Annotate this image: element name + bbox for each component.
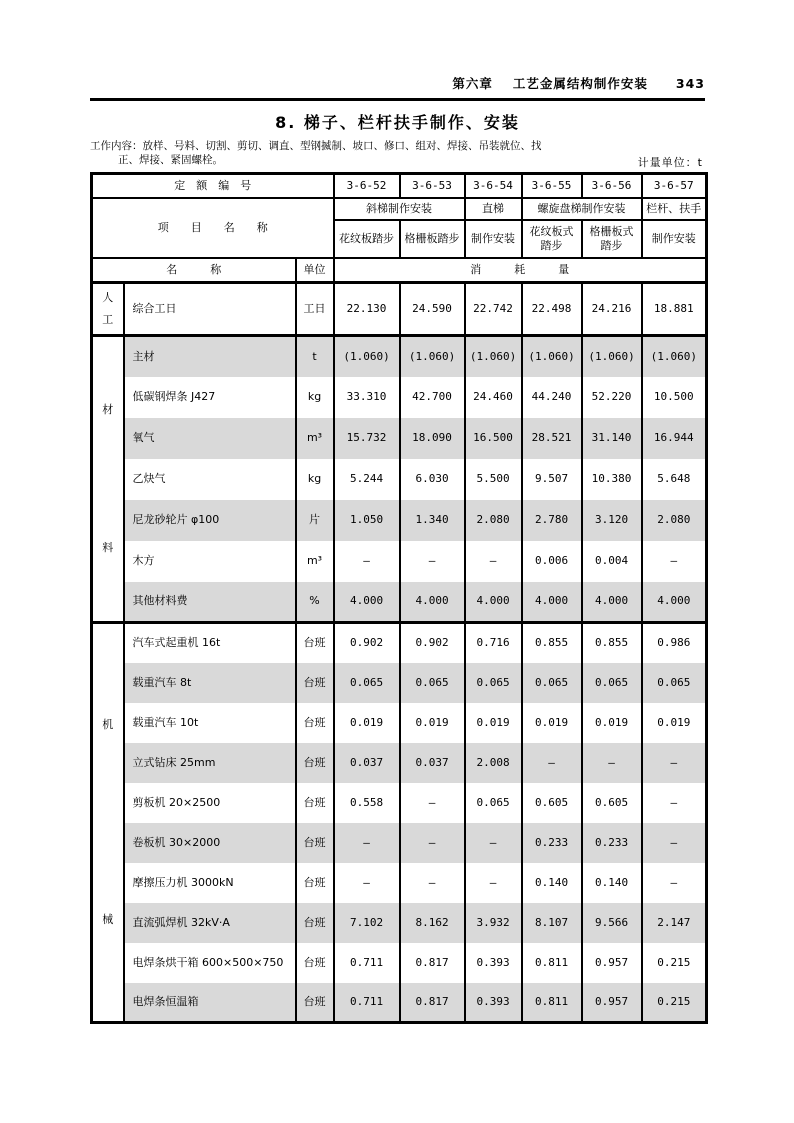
- consumption-value: 42.700: [400, 377, 465, 418]
- quota-code: 3-6-57: [642, 174, 707, 199]
- consumption-value: 0.004: [582, 541, 642, 582]
- consumption-value: 22.498: [522, 283, 582, 336]
- consumption-value: —: [642, 743, 707, 783]
- consumption-value: 0.957: [582, 943, 642, 983]
- consumption-value: 0.065: [465, 783, 522, 823]
- item-unit: %: [296, 582, 334, 623]
- consumption-value: 0.065: [334, 663, 400, 703]
- table-row: [92, 743, 707, 783]
- consumption-label: 消 耗 量: [334, 258, 707, 283]
- consumption-value: 1.050: [334, 500, 400, 541]
- consumption-value: 5.648: [642, 459, 707, 500]
- consumption-value: 4.000: [642, 582, 707, 623]
- consumption-value: 10.500: [642, 377, 707, 418]
- consumption-value: 0.019: [522, 703, 582, 743]
- consumption-value: 18.090: [400, 418, 465, 459]
- consumption-value: 16.944: [642, 418, 707, 459]
- section-group-label: [92, 623, 124, 1023]
- consumption-value: 4.000: [334, 582, 400, 623]
- consumption-value: 16.500: [465, 418, 522, 459]
- unit-column-label: 单位: [296, 258, 334, 283]
- item-name: 卷板机 30×2000: [124, 823, 296, 863]
- item-group-header-row: [92, 198, 707, 220]
- group-char: 械: [102, 913, 114, 927]
- consumption-value: —: [400, 541, 465, 582]
- group-header: 斜梯制作安装: [334, 198, 465, 220]
- consumption-value: —: [522, 743, 582, 783]
- consumption-value: —: [400, 863, 465, 903]
- consumption-value: 0.855: [522, 623, 582, 663]
- table-row: [92, 863, 707, 903]
- item-unit: 台班: [296, 663, 334, 703]
- table-row: [92, 418, 707, 459]
- item-name: 其他材料费: [124, 582, 296, 623]
- consumption-value: 9.566: [582, 903, 642, 943]
- consumption-value: —: [465, 823, 522, 863]
- consumption-value: 33.310: [334, 377, 400, 418]
- work-content-label: 工作内容：: [90, 140, 143, 152]
- table-row: [92, 903, 707, 943]
- consumption-value: 1.340: [400, 500, 465, 541]
- consumption-value: 22.742: [465, 283, 522, 336]
- consumption-value: 18.881: [642, 283, 707, 336]
- consumption-value: 0.957: [582, 983, 642, 1023]
- quota-table: [90, 172, 708, 1024]
- sub-header: 花纹板式踏步: [522, 220, 582, 258]
- item-unit: 工日: [296, 283, 334, 336]
- consumption-value: —: [642, 863, 707, 903]
- sub-header: 花纹板踏步: [334, 220, 400, 258]
- item-unit: kg: [296, 459, 334, 500]
- consumption-value: 52.220: [582, 377, 642, 418]
- consumption-value: —: [400, 783, 465, 823]
- item-name-label: 项 目 名 称: [92, 198, 334, 258]
- consumption-value: 24.216: [582, 283, 642, 336]
- quota-code-row: [92, 174, 707, 199]
- consumption-value: 0.605: [522, 783, 582, 823]
- consumption-value: 44.240: [522, 377, 582, 418]
- consumption-value: —: [334, 541, 400, 582]
- consumption-value: 3.932: [465, 903, 522, 943]
- consumption-value: 5.500: [465, 459, 522, 500]
- consumption-value: (1.060): [334, 336, 400, 377]
- consumption-value: 0.019: [582, 703, 642, 743]
- item-name: 尼龙砂轮片 φ100: [124, 500, 296, 541]
- table-row: [92, 541, 707, 582]
- quota-code: 3-6-52: [334, 174, 400, 199]
- item-name: 剪板机 20×2500: [124, 783, 296, 823]
- consumption-value: —: [400, 823, 465, 863]
- consumption-value: 2.080: [465, 500, 522, 541]
- consumption-value: 0.716: [465, 623, 522, 663]
- item-name: 直流弧焊机 32kV·A: [124, 903, 296, 943]
- item-unit: 台班: [296, 863, 334, 903]
- consumption-value: 4.000: [400, 582, 465, 623]
- item-unit: 台班: [296, 943, 334, 983]
- section-group-label: [92, 283, 124, 336]
- consumption-value: 0.817: [400, 943, 465, 983]
- item-unit: 台班: [296, 983, 334, 1023]
- table-row: [92, 783, 707, 823]
- consumption-value: 0.711: [334, 943, 400, 983]
- consumption-value: 0.817: [400, 983, 465, 1023]
- consumption-value: 22.130: [334, 283, 400, 336]
- consumption-value: 9.507: [522, 459, 582, 500]
- work-content-block: [90, 139, 705, 167]
- consumption-value: 0.215: [642, 983, 707, 1023]
- item-name: 电焊条烘干箱 600×500×750: [124, 943, 296, 983]
- quota-code-label: 定 额 编 号: [92, 174, 334, 199]
- group-char: 人: [102, 291, 114, 305]
- group-header: 栏杆、扶手: [642, 198, 707, 220]
- sub-header: 制作安装: [642, 220, 707, 258]
- consumption-value: 0.855: [582, 623, 642, 663]
- consumption-value: 0.902: [334, 623, 400, 663]
- group-char: 工: [102, 313, 114, 327]
- section-labor: [92, 283, 707, 336]
- header-rule: [90, 98, 705, 101]
- table-row: [92, 336, 707, 377]
- consumption-value: —: [334, 863, 400, 903]
- consumption-value: —: [465, 541, 522, 582]
- table-row: [92, 582, 707, 623]
- work-content-line1: 放样、号料、切割、剪切、调直、型钢揻制、坡口、修口、组对、焊接、吊装就位、找: [142, 140, 542, 152]
- consumption-value: 0.233: [582, 823, 642, 863]
- consumption-value: 2.780: [522, 500, 582, 541]
- item-name: 汽车式起重机 16t: [124, 623, 296, 663]
- consumption-value: 2.147: [642, 903, 707, 943]
- consumption-value: 0.140: [522, 863, 582, 903]
- page-title: 8. 梯子、栏杆扶手制作、安装: [275, 113, 520, 132]
- consumption-value: 0.902: [400, 623, 465, 663]
- table-row: [92, 377, 707, 418]
- item-name: 低碳钢焊条 J427: [124, 377, 296, 418]
- item-unit: m³: [296, 418, 334, 459]
- item-unit: 台班: [296, 703, 334, 743]
- sub-header: 格栅板踏步: [400, 220, 465, 258]
- consumption-value: 31.140: [582, 418, 642, 459]
- group-char: 机: [102, 718, 114, 732]
- consumption-value: 24.460: [465, 377, 522, 418]
- item-unit: t: [296, 336, 334, 377]
- item-unit: 片: [296, 500, 334, 541]
- consumption-value: 0.215: [642, 943, 707, 983]
- consumption-value: 28.521: [522, 418, 582, 459]
- table-row: [92, 983, 707, 1023]
- item-unit: m³: [296, 541, 334, 582]
- consumption-value: 0.811: [522, 983, 582, 1023]
- sub-header: 制作安装: [465, 220, 522, 258]
- consumption-value: 0.037: [334, 743, 400, 783]
- section-machine: [92, 623, 707, 1023]
- consumption-value: 7.102: [334, 903, 400, 943]
- consumption-value: 4.000: [582, 582, 642, 623]
- item-name: 综合工日: [124, 283, 296, 336]
- consumption-value: (1.060): [522, 336, 582, 377]
- item-name: 立式钻床 25mm: [124, 743, 296, 783]
- consumption-header-row: [92, 258, 707, 283]
- chapter-number: 第六章: [452, 76, 493, 91]
- consumption-value: 0.605: [582, 783, 642, 823]
- table-row: [92, 823, 707, 863]
- item-name: 主材: [124, 336, 296, 377]
- section-material: [92, 336, 707, 623]
- consumption-value: 10.380: [582, 459, 642, 500]
- consumption-value: —: [642, 783, 707, 823]
- consumption-value: 0.065: [642, 663, 707, 703]
- group-header: 直梯: [465, 198, 522, 220]
- table-row: [92, 623, 707, 663]
- item-name: 电焊条恒温箱: [124, 983, 296, 1023]
- consumption-value: 0.558: [334, 783, 400, 823]
- consumption-value: 0.065: [465, 663, 522, 703]
- consumption-value: —: [642, 823, 707, 863]
- consumption-value: 5.244: [334, 459, 400, 500]
- consumption-value: 0.393: [465, 983, 522, 1023]
- consumption-value: 24.590: [400, 283, 465, 336]
- item-unit: 台班: [296, 743, 334, 783]
- table-row: [92, 943, 707, 983]
- item-unit: 台班: [296, 903, 334, 943]
- consumption-value: 15.732: [334, 418, 400, 459]
- consumption-value: 3.120: [582, 500, 642, 541]
- consumption-value: 0.711: [334, 983, 400, 1023]
- item-name: 木方: [124, 541, 296, 582]
- item-name: 载重汽车 8t: [124, 663, 296, 703]
- table-row: [92, 283, 707, 336]
- item-name: 乙炔气: [124, 459, 296, 500]
- quota-code: 3-6-55: [522, 174, 582, 199]
- consumption-value: 0.393: [465, 943, 522, 983]
- item-unit: 台班: [296, 623, 334, 663]
- consumption-value: 0.065: [400, 663, 465, 703]
- section-group-label: [92, 336, 124, 623]
- item-name: 氧气: [124, 418, 296, 459]
- consumption-value: 0.037: [400, 743, 465, 783]
- quota-code: 3-6-53: [400, 174, 465, 199]
- running-header: [90, 74, 705, 92]
- item-unit: 台班: [296, 783, 334, 823]
- consumption-value: 0.233: [522, 823, 582, 863]
- item-unit: 台班: [296, 823, 334, 863]
- consumption-value: 2.008: [465, 743, 522, 783]
- chapter-name: 工艺金属结构制作安装: [512, 76, 648, 91]
- consumption-value: 0.006: [522, 541, 582, 582]
- consumption-value: (1.060): [400, 336, 465, 377]
- consumption-value: (1.060): [465, 336, 522, 377]
- consumption-value: 0.019: [334, 703, 400, 743]
- table-row: [92, 663, 707, 703]
- consumption-value: —: [642, 541, 707, 582]
- measure-unit-note: 计量单位：t: [637, 156, 703, 169]
- consumption-value: 0.811: [522, 943, 582, 983]
- consumption-value: —: [582, 743, 642, 783]
- consumption-value: 4.000: [465, 582, 522, 623]
- consumption-value: —: [465, 863, 522, 903]
- quota-code: 3-6-56: [582, 174, 642, 199]
- group-char: 料: [102, 541, 114, 555]
- consumption-value: —: [334, 823, 400, 863]
- consumption-value: 2.080: [642, 500, 707, 541]
- consumption-value: 0.019: [400, 703, 465, 743]
- item-name: 载重汽车 10t: [124, 703, 296, 743]
- item-unit: kg: [296, 377, 334, 418]
- consumption-value: (1.060): [642, 336, 707, 377]
- consumption-value: 8.107: [522, 903, 582, 943]
- group-header: 螺旋盘梯制作安装: [522, 198, 642, 220]
- consumption-value: 0.065: [522, 663, 582, 703]
- item-name: 摩擦压力机 3000kN: [124, 863, 296, 903]
- quota-code: 3-6-54: [465, 174, 522, 199]
- consumption-value: 0.019: [465, 703, 522, 743]
- consumption-value: 8.162: [400, 903, 465, 943]
- consumption-value: 6.030: [400, 459, 465, 500]
- consumption-value: (1.060): [582, 336, 642, 377]
- table-row: [92, 703, 707, 743]
- table-row: [92, 459, 707, 500]
- consumption-value: 0.140: [582, 863, 642, 903]
- consumption-value: 0.065: [582, 663, 642, 703]
- consumption-value: 0.019: [642, 703, 707, 743]
- consumption-value: 0.986: [642, 623, 707, 663]
- page-number: 343: [675, 76, 705, 91]
- sub-header: 格栅板式踏步: [582, 220, 642, 258]
- consumption-value: 4.000: [522, 582, 582, 623]
- name-column-label: 名 称: [92, 258, 296, 283]
- table-row: [92, 500, 707, 541]
- work-content-line2: 正、焊接、紧固螺栓。: [118, 154, 223, 166]
- group-char: 材: [102, 402, 114, 416]
